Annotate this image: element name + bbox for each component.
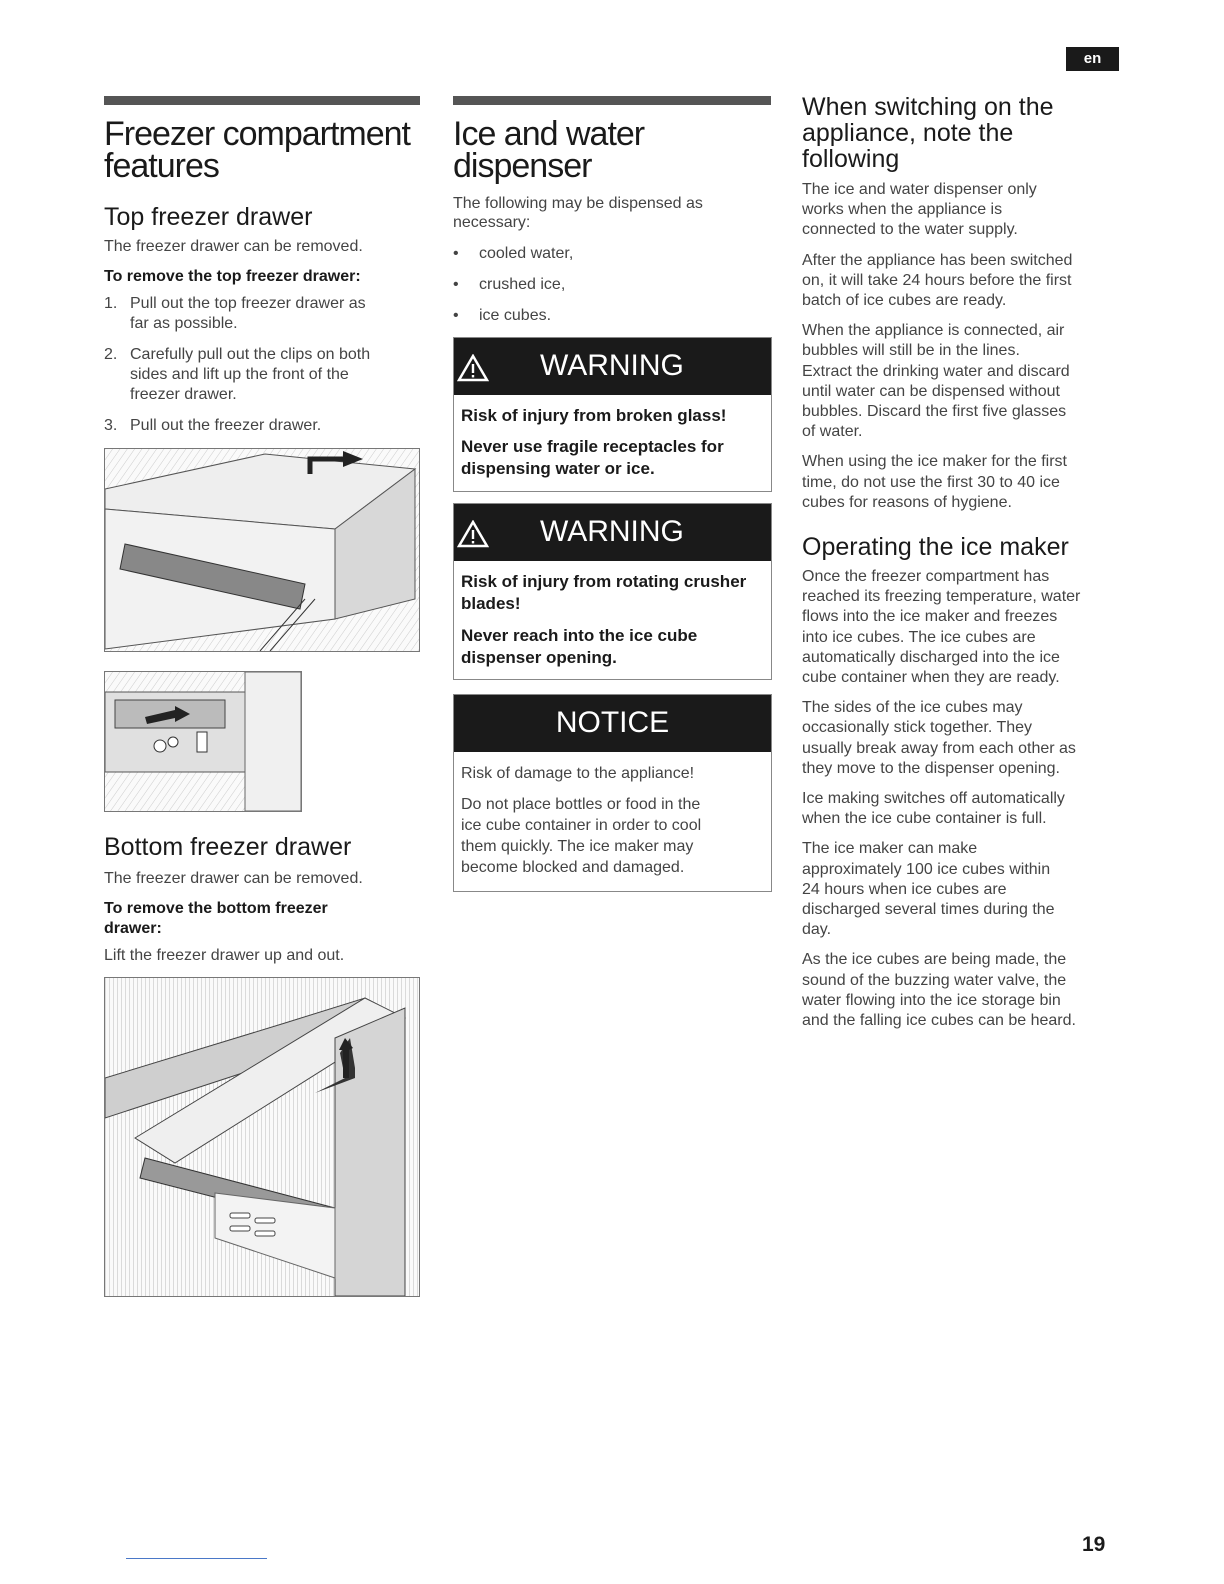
dispenser-title-line1: Ice and water <box>453 115 645 153</box>
bottom-drawer-heading: Bottom freezer drawer <box>104 833 352 861</box>
paragraph-line: usually break away from each other as <box>802 739 1076 757</box>
paragraph-line: day. <box>802 921 832 939</box>
bullet-dot: • <box>453 276 459 293</box>
paragraph-line: batch of ice cubes are ready. <box>802 292 1007 309</box>
dispenser-intro-line1: The following may be dispensed as <box>453 195 703 212</box>
notice-line: them quickly. The ice maker may <box>461 838 694 855</box>
switching-heading-line2: appliance, note the <box>802 119 1014 147</box>
paragraph-line: works when the appliance is <box>802 201 1003 219</box>
warning-instruction-line2: dispensing water or ice. <box>461 459 655 478</box>
paragraph-line: Once the freezer compartment has <box>802 568 1050 585</box>
page-number: 19 <box>1082 1533 1106 1556</box>
step-number: 1. <box>104 295 118 312</box>
paragraph-line: Ice making switches off automatically <box>802 790 1065 807</box>
switching-heading-line3: following <box>802 145 900 173</box>
step-line: Carefully pull out the clips on both <box>130 346 371 363</box>
paragraph-line: when the ice cube container is full. <box>802 810 1047 828</box>
paragraph-line: discharged several times during the <box>802 901 1055 918</box>
step-line: Pull out the freezer drawer. <box>130 417 322 434</box>
bottom-drawer-drawing <box>105 978 419 1296</box>
warning-risk-line1: Risk of injury from rotating crusher <box>461 572 747 591</box>
notice-line: become blocked and damaged. <box>461 859 685 876</box>
paragraph-line: bubbles will still be in the lines. <box>802 342 1020 360</box>
paragraph-line: sound of the buzzing water valve, the <box>802 971 1067 989</box>
warning-box-crusher <box>453 503 772 680</box>
paragraph-line: cubes for reasons of hygiene. <box>802 493 1012 511</box>
bullet-text: cooled water, <box>479 245 574 262</box>
warning-box-glass <box>453 337 772 492</box>
paragraph-line: The sides of the ice cubes may <box>802 699 1023 717</box>
warning-instruction-line1: Never use fragile receptacles for <box>461 437 724 456</box>
switching-heading-line1: When switching on the <box>802 93 1054 121</box>
step-line: sides and lift up the front of the <box>130 366 349 383</box>
warning-triangle-icon <box>457 354 489 382</box>
paragraph-line: When using the ice maker for the first <box>802 453 1067 471</box>
notice-box <box>453 694 772 892</box>
step-line: freezer drawer. <box>130 386 237 403</box>
dispenser-intro-line2: necessary: <box>453 214 531 231</box>
bottom-drawer-illustration <box>104 977 420 1297</box>
paragraph-line: into ice cubes. The ice cubes are <box>802 628 1036 646</box>
notice-header <box>454 695 771 752</box>
language-tab: en <box>1066 47 1119 71</box>
paragraph-line: When the appliance is connected, air <box>802 322 1065 340</box>
paragraph-line: 24 hours when ice cubes are <box>802 880 1007 898</box>
notice-risk-text: Risk of damage to the appliance! <box>461 765 695 782</box>
paragraph-line: cube container when they are ready. <box>802 669 1060 686</box>
paragraph-line: on, it will take 24 hours before the first <box>802 271 1072 289</box>
top-drawer-heading: Top freezer drawer <box>104 203 313 231</box>
paragraph-line: The ice and water dispenser only <box>802 181 1037 198</box>
bullet-text: ice cubes. <box>479 307 552 324</box>
paragraph-line: The ice maker can make <box>802 840 978 858</box>
step-text <box>130 345 370 405</box>
paragraph-line: time, do not use the first 30 to 40 ice <box>802 473 1060 491</box>
warning-risk-text: Risk of injury from broken glass! <box>461 406 727 425</box>
paragraph-line: connected to the water supply. <box>802 221 1018 239</box>
section-rule <box>104 96 420 105</box>
operating-heading: Operating the ice maker <box>802 533 1069 561</box>
step-number: 3. <box>104 417 118 434</box>
notice-line: ice cube container in order to cool <box>461 817 702 834</box>
warning-instruction-line1: Never reach into the ice cube <box>461 626 698 645</box>
bullet-dot: • <box>453 307 459 324</box>
paragraph-line: water flowing into the ice storage bin <box>802 991 1061 1009</box>
paragraph-line: approximately 100 ice cubes within <box>802 860 1051 878</box>
warning-risk-line2: blades! <box>461 594 521 613</box>
warning-title: WARNING <box>540 349 684 382</box>
paragraph-line: and the falling ice cubes can be heard. <box>802 1012 1076 1029</box>
warning-triangle-icon <box>457 520 489 548</box>
step-line: Pull out the top freezer drawer as <box>130 295 366 312</box>
warning-instruction-line2: dispenser opening. <box>461 648 617 667</box>
top-drawer-illustration <box>104 448 420 652</box>
step-number: 2. <box>104 346 118 363</box>
freezer-title-line1: Freezer compartment <box>104 115 410 153</box>
step-text <box>130 294 366 334</box>
paragraph-line: until water can be dispensed without <box>802 382 1060 400</box>
step-line: far as possible. <box>130 315 238 332</box>
clip-detail-drawing <box>105 672 301 811</box>
paragraph-line: flows into the ice maker and freezes <box>802 608 1058 626</box>
bottom-drawer-text: Lift the freezer drawer up and out. <box>104 947 345 964</box>
notice-line: Do not place bottles or food in the <box>461 796 701 813</box>
dispenser-title-line2: dispenser <box>453 147 592 185</box>
top-drawer-intro: The freezer drawer can be removed. <box>104 238 363 255</box>
top-drawer-drawing <box>105 449 419 651</box>
paragraph-line: of water. <box>802 423 863 441</box>
warning-header <box>454 338 771 395</box>
paragraph-line: they move to the dispenser opening. <box>802 759 1060 777</box>
paragraph-line: Extract the drinking water and discard <box>802 362 1070 380</box>
bottom-drawer-intro: The freezer drawer can be removed. <box>104 870 363 887</box>
bottom-drawer-subheading-line2: drawer: <box>104 920 162 937</box>
warning-title: WARNING <box>540 515 684 548</box>
bottom-drawer-subheading-line1: To remove the bottom freezer <box>104 900 328 917</box>
freezer-title-line2: features <box>104 147 219 185</box>
paragraph-line: occasionally stick together. They <box>802 719 1033 737</box>
paragraph-line: reached its freezing temperature, water <box>802 588 1081 606</box>
paragraph-line: As the ice cubes are being made, the <box>802 951 1067 969</box>
clip-detail-illustration <box>104 671 302 812</box>
paragraph-line: automatically discharged into the ice <box>802 648 1060 666</box>
step-text <box>130 416 321 436</box>
top-drawer-subheading: To remove the top freezer drawer: <box>104 268 361 285</box>
paragraph-line: After the appliance has been switched <box>802 251 1073 269</box>
warning-header <box>454 504 771 561</box>
section-rule <box>453 96 771 105</box>
notice-title: NOTICE <box>555 706 670 739</box>
bullet-text: crushed ice, <box>479 276 566 293</box>
paragraph-line: bubbles. Discard the first five glasses <box>802 403 1067 420</box>
bullet-dot: • <box>453 245 459 262</box>
footer-line <box>126 1558 267 1559</box>
